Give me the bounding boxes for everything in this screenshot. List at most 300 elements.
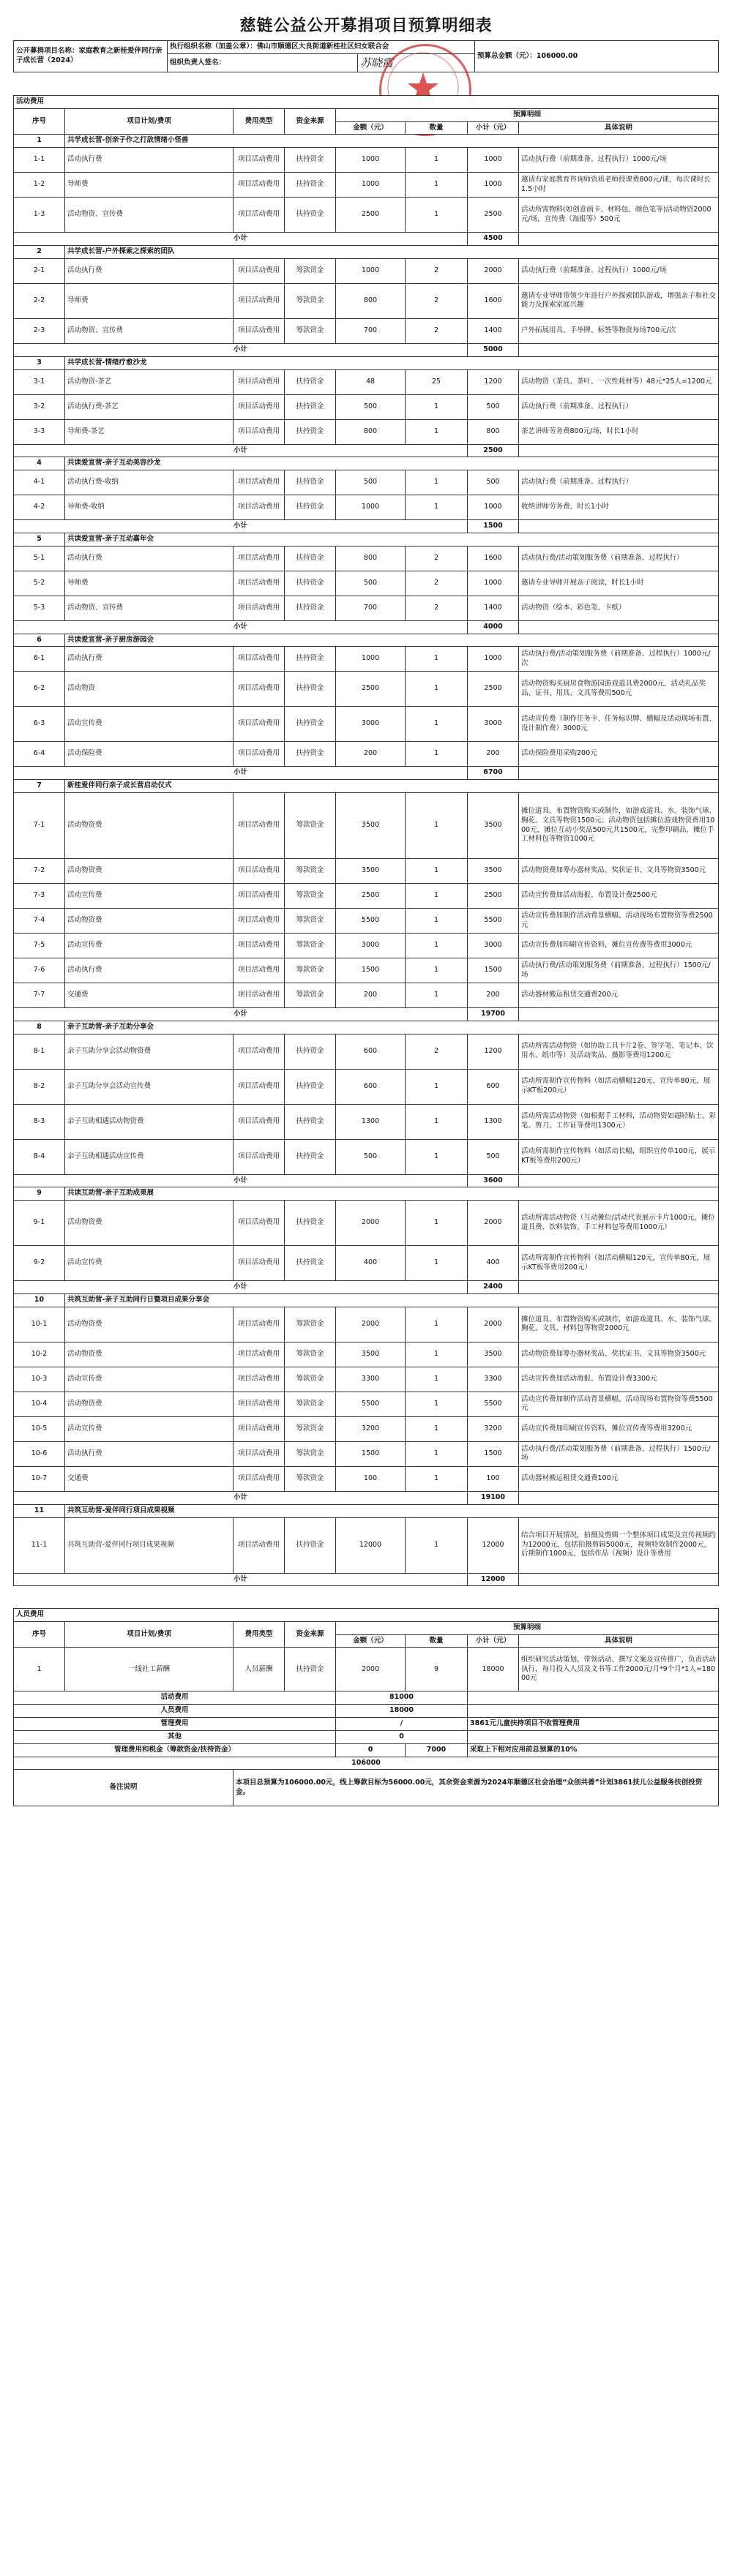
subtotal-blank	[519, 1008, 719, 1021]
p-col-plan: 项目计划/费项	[65, 1621, 234, 1648]
cell-amt: 800	[336, 419, 406, 444]
cell-type: 人员薪酬	[234, 1648, 285, 1691]
cell-desc: 活动宣传费加活动海报、布置设计费2500元	[519, 884, 719, 909]
table-row	[14, 1367, 719, 1392]
cell-no: 4-2	[14, 495, 65, 520]
cell-amt: 5500	[336, 909, 406, 934]
table-row	[14, 419, 719, 444]
table-row	[14, 647, 719, 672]
cell-no: 7-5	[14, 934, 65, 958]
cell-desc: 活动宣传费（制作任务卡、任务标识牌、横幅及活动现场布置、设计制作费）3000元	[519, 707, 719, 742]
cell-qty: 1	[406, 934, 468, 958]
cell-type: 项目活动费用	[234, 198, 285, 233]
table-row	[14, 495, 719, 520]
cell-src: 扶持资金	[285, 470, 336, 495]
section-title: 共筑互助营-爱伴同行项目成果视频	[65, 1504, 719, 1517]
cell-qty: 2	[406, 596, 468, 620]
cell-plan: 活动执行费-收纳	[65, 470, 234, 495]
cell-no: 10-5	[14, 1416, 65, 1441]
cell-qty: 1	[406, 909, 468, 934]
cell-plan: 活动物资费	[65, 1201, 234, 1246]
cell-desc: 活动宣传费加制作活动背景横幅、活动现场布置物资等费5500元	[519, 1392, 719, 1416]
cell-plan: 活动宣传费	[65, 1367, 234, 1392]
summary-value: 7000	[406, 1743, 468, 1757]
cell-plan: 活动宣传费	[65, 1246, 234, 1281]
cell-desc: 活动执行费/活动策划服务费（前期准备、过程执行）1500元/场	[519, 1441, 719, 1466]
cell-src: 筹款资金	[285, 983, 336, 1008]
cell-plan: 导师费-收纳	[65, 495, 234, 520]
cell-qty: 1	[406, 859, 468, 884]
section-title: 新桂爱伴同行亲子成长营启动仪式	[65, 780, 719, 793]
subtotal-label: 小计	[14, 343, 468, 356]
cell-no: 9-1	[14, 1201, 65, 1246]
cell-no: 1-3	[14, 198, 65, 233]
cell-src: 扶持资金	[285, 596, 336, 620]
cell-sub: 1500	[468, 958, 519, 983]
cell-sub: 12000	[468, 1517, 519, 1573]
cell-desc: 摊位道具、布置物资购买或制作，如游戏道具、水、装饰气球、胸花、文具、材料包等物资2000元	[519, 1307, 719, 1342]
cell-sub: 2500	[468, 672, 519, 707]
table-row	[14, 707, 719, 742]
subtotal-value: 2400	[468, 1281, 519, 1294]
subtotal-row	[14, 520, 719, 533]
cell-desc: 活动所需物料(如创意画卡、材料包、颜色笔等)活动物资2000元/场，宣传费（海报等）500元	[519, 198, 719, 233]
cell-qty: 1	[406, 1416, 468, 1441]
cell-src: 筹款资金	[285, 1307, 336, 1342]
col-plan: 项目计划/费项	[65, 108, 234, 135]
cell-amt: 500	[336, 394, 406, 419]
table-row	[14, 571, 719, 596]
cell-plan: 活动执行费	[65, 546, 234, 571]
cell-amt: 500	[336, 470, 406, 495]
cell-type: 项目活动费用	[234, 909, 285, 934]
subtotal-label: 小计	[14, 620, 468, 634]
cell-src: 扶持资金	[285, 742, 336, 767]
cell-no: 11-1	[14, 1517, 65, 1573]
cell-amt: 3500	[336, 793, 406, 859]
summary-label: 管理费用	[14, 1718, 336, 1731]
cell-amt: 1500	[336, 958, 406, 983]
cell-no: 8-2	[14, 1069, 65, 1104]
cell-amt: 2500	[336, 198, 406, 233]
cell-type: 项目活动费用	[234, 793, 285, 859]
subtotal-blank	[519, 1281, 719, 1294]
cell-plan: 导师费-茶艺	[65, 419, 234, 444]
subtotal-value: 4000	[468, 620, 519, 634]
cell-plan: 活动保险费	[65, 742, 234, 767]
summary-label: 其他	[14, 1730, 336, 1743]
cell-qty: 2	[406, 571, 468, 596]
p-col-amount: 金额（元）	[336, 1634, 406, 1648]
cell-src: 筹款资金	[285, 1342, 336, 1367]
cell-sub: 1000	[468, 495, 519, 520]
cell-amt: 1000	[336, 173, 406, 198]
section-title: 亲子互助营-亲子互助分享会	[65, 1021, 719, 1034]
cell-plan: 活动执行费	[65, 1441, 234, 1466]
cell-sub: 2500	[468, 884, 519, 909]
cell-desc: 活动宣传费加制作活动背景横幅、活动现场布置物资等费2500元	[519, 909, 719, 934]
cell-type: 项目活动费用	[234, 1392, 285, 1416]
cell-type: 项目活动费用	[234, 1201, 285, 1246]
cell-amt: 5500	[336, 1392, 406, 1416]
table-row	[14, 742, 719, 767]
cell-no: 9-2	[14, 1246, 65, 1281]
col-subtotal: 小计（元）	[468, 121, 519, 135]
subtotal-value: 19700	[468, 1008, 519, 1021]
cell-sub: 3500	[468, 793, 519, 859]
cell-no: 10-3	[14, 1367, 65, 1392]
col-qty: 数量	[406, 121, 468, 135]
table-row	[14, 1104, 719, 1139]
section-row	[14, 533, 719, 546]
section-row	[14, 780, 719, 793]
cell-no: 4-1	[14, 470, 65, 495]
cell-plan: 交通费	[65, 1466, 234, 1491]
table-row	[14, 596, 719, 620]
cell-plan: 活动物资费	[65, 1392, 234, 1416]
cell-src: 扶持资金	[285, 546, 336, 571]
table-row	[14, 148, 719, 173]
cell-sub: 600	[468, 1069, 519, 1104]
cell-no: 7-7	[14, 983, 65, 1008]
subtotal-label: 小计	[14, 233, 468, 246]
table-row	[14, 1648, 719, 1691]
cell-type: 项目活动费用	[234, 647, 285, 672]
subtotal-blank	[519, 444, 719, 457]
cell-sub: 1200	[468, 1034, 519, 1069]
subtotal-value: 6700	[468, 767, 519, 780]
section-no: 5	[14, 533, 65, 546]
cell-type: 项目活动费用	[234, 859, 285, 884]
cell-no: 6-4	[14, 742, 65, 767]
cell-src: 扶持资金	[285, 1104, 336, 1139]
subtotal-row	[14, 1573, 719, 1586]
cell-qty: 1	[406, 148, 468, 173]
table-row	[14, 1416, 719, 1441]
cell-plan: 导师费	[65, 173, 234, 198]
cell-type: 项目活动费用	[234, 148, 285, 173]
cell-amt: 1300	[336, 1104, 406, 1139]
table-row	[14, 934, 719, 958]
cell-sub: 18000	[468, 1648, 519, 1691]
cell-sub: 3000	[468, 707, 519, 742]
table-row	[14, 1139, 719, 1174]
subtotal-value: 2500	[468, 444, 519, 457]
section-title: 共学成长营-情绪疗愈沙龙	[65, 356, 719, 369]
table-row	[14, 1517, 719, 1573]
cell-no: 10-2	[14, 1342, 65, 1367]
personnel-label: 人员费用	[14, 1609, 719, 1622]
cell-no: 3-1	[14, 369, 65, 394]
cell-qty: 1	[406, 707, 468, 742]
cell-no: 7-1	[14, 793, 65, 859]
section-row	[14, 1504, 719, 1517]
cell-desc: 活动物资购买厨房食物游园游戏道具费2000元，活动礼品奖品、证书、用具、文具等费用500元	[519, 672, 719, 707]
cell-plan: 活动物资费	[65, 859, 234, 884]
cell-sub: 2000	[468, 1201, 519, 1246]
cell-no: 2-3	[14, 318, 65, 343]
cell-no: 8-4	[14, 1139, 65, 1174]
summary-note	[468, 1691, 719, 1705]
cell-type: 项目活动费用	[234, 1416, 285, 1441]
section-row	[14, 457, 719, 470]
cell-plan: 活动宣传费	[65, 934, 234, 958]
activity-fee-block	[13, 95, 719, 1586]
cell-type: 项目活动费用	[234, 1466, 285, 1491]
cell-sub: 5500	[468, 1392, 519, 1416]
cell-src: 扶持资金	[285, 1069, 336, 1104]
cell-type: 项目活动费用	[234, 283, 285, 318]
p-col-budget-detail: 预算明细	[336, 1621, 719, 1634]
cell-type: 项目活动费用	[234, 1034, 285, 1069]
cell-amt: 3000	[336, 934, 406, 958]
cell-type: 项目活动费用	[234, 934, 285, 958]
cell-desc: 茶艺讲师劳务费800元/场，时长1小时	[519, 419, 719, 444]
cell-sub: 400	[468, 1246, 519, 1281]
table-row	[14, 1392, 719, 1416]
col-budget-detail: 预算明细	[336, 108, 719, 121]
cell-src: 筹款资金	[285, 934, 336, 958]
page-title: 慈链公益公开募捐项目预算明细表	[239, 17, 493, 35]
cell-plan: 活动物资、宣传费	[65, 198, 234, 233]
cell-amt: 700	[336, 318, 406, 343]
cell-plan: 活动物资、宣传费	[65, 596, 234, 620]
cell-amt: 2000	[336, 1307, 406, 1342]
cell-no: 5-1	[14, 546, 65, 571]
cell-desc: 活动所需制作宣传物料（如活动长幅，组织宣传单100元，展示KT板等费用200元）	[519, 1139, 719, 1174]
subtotal-row	[14, 1008, 719, 1021]
section-title: 共读爱宣营-亲子互动嘉年会	[65, 533, 719, 546]
subtotal-blank	[519, 520, 719, 533]
cell-no: 6-1	[14, 647, 65, 672]
summary-label: 管理费用和税金（筹款资金/扶持资金）	[14, 1743, 336, 1757]
section-title: 共学成长营-户外探索之探索的团队	[65, 246, 719, 259]
cell-no: 6-3	[14, 707, 65, 742]
cell-qty: 1	[406, 983, 468, 1008]
cell-desc: 活动执行费/活动策划服务费（前期准备、过程执行）1000元/次	[519, 647, 719, 672]
cell-type: 项目活动费用	[234, 1441, 285, 1466]
cell-qty: 1	[406, 884, 468, 909]
cell-sub: 3500	[468, 859, 519, 884]
section-row	[14, 135, 719, 148]
cell-qty: 1	[406, 647, 468, 672]
cell-plan: 活动物资、宣传费	[65, 318, 234, 343]
table-row	[14, 958, 719, 983]
summary-value: 18000	[336, 1705, 468, 1718]
p-col-desc: 具体说明	[519, 1634, 719, 1648]
cell-qty: 1	[406, 394, 468, 419]
cell-no: 10-6	[14, 1441, 65, 1466]
p-col-qty: 数量	[406, 1634, 468, 1648]
cell-no: 7-3	[14, 884, 65, 909]
cell-qty: 1	[406, 1466, 468, 1491]
cell-no: 2-2	[14, 283, 65, 318]
cell-desc: 活动宣传费加印刷宣传资料，摊位宣传费等费用3200元	[519, 1416, 719, 1441]
cell-sub: 5500	[468, 909, 519, 934]
table-row	[14, 546, 719, 571]
summary-label: 人员费用	[14, 1705, 336, 1718]
cell-no: 3-2	[14, 394, 65, 419]
summary-value: /	[336, 1718, 468, 1731]
cell-sub: 500	[468, 1139, 519, 1174]
cell-amt: 3200	[336, 1416, 406, 1441]
subtotal-label: 小计	[14, 1573, 468, 1586]
cell-desc: 活动所需活动物资（如根据手工材料，活动物资如超轻粘土、彩笔、剪刀、工作证等费用1300元）	[519, 1104, 719, 1139]
cell-qty: 1	[406, 1069, 468, 1104]
cell-desc: 摊位道具、布置物资购买或制作，如游戏道具、水、装饰气球、胸花、文具等物资1500元；活动物资包括摊位游戏物资费用1000元，摊位互动小奖品500元共1500元，完整印刷品、摊位手工材料包等物资1000元	[519, 793, 719, 859]
cell-plan: 活动物资-茶艺	[65, 369, 234, 394]
cell-type: 项目活动费用	[234, 318, 285, 343]
cell-amt: 1000	[336, 148, 406, 173]
cell-amt: 800	[336, 546, 406, 571]
org-name: 执行组织名称（加盖公章）：佛山市顺德区大良街道新桂社区妇女联合会	[168, 41, 475, 54]
cell-type: 项目活动费用	[234, 394, 285, 419]
cell-amt: 800	[336, 283, 406, 318]
cell-sub: 1400	[468, 318, 519, 343]
subtotal-row	[14, 1491, 719, 1504]
table-row	[14, 1466, 719, 1491]
cell-desc: 活动执行费/活动策划服务费（前期准备、过程执行）	[519, 546, 719, 571]
cell-src: 扶持资金	[285, 1648, 336, 1691]
cell-no: 1	[14, 1648, 65, 1691]
section-row	[14, 634, 719, 647]
table-row	[14, 884, 719, 909]
cell-qty: 1	[406, 1307, 468, 1342]
cell-type: 项目活动费用	[234, 1342, 285, 1367]
section-no: 8	[14, 1021, 65, 1034]
cell-no: 3-3	[14, 419, 65, 444]
cell-src: 扶持资金	[285, 198, 336, 233]
cell-no: 5-3	[14, 596, 65, 620]
cell-qty: 1	[406, 470, 468, 495]
cell-sub: 1600	[468, 546, 519, 571]
cell-desc: 活动物资（茶具、茶叶、一次性耗材等）48元*25人=1200元	[519, 369, 719, 394]
cell-src: 筹款资金	[285, 1392, 336, 1416]
cell-type: 项目活动费用	[234, 1069, 285, 1104]
cell-type: 项目活动费用	[234, 672, 285, 707]
cell-qty: 9	[406, 1648, 468, 1691]
summary-note: 3861元儿童扶持项目不收管理费用	[468, 1718, 719, 1731]
cell-amt: 2500	[336, 672, 406, 707]
cell-no: 1-2	[14, 173, 65, 198]
cell-type: 项目活动费用	[234, 983, 285, 1008]
cell-sub: 3000	[468, 934, 519, 958]
subtotal-value: 4500	[468, 233, 519, 246]
table-row	[14, 1201, 719, 1246]
cell-amt: 1000	[336, 495, 406, 520]
cell-qty: 1	[406, 1367, 468, 1392]
table-row	[14, 793, 719, 859]
table-row	[14, 173, 719, 198]
grand-total: 106000	[14, 1757, 719, 1770]
cell-qty: 1	[406, 1104, 468, 1139]
cell-sub: 200	[468, 983, 519, 1008]
cell-qty: 1	[406, 1342, 468, 1367]
cell-amt: 200	[336, 742, 406, 767]
subtotal-value: 3600	[468, 1174, 519, 1187]
summary-label: 活动费用	[14, 1691, 336, 1705]
cell-src: 扶持资金	[285, 1246, 336, 1281]
cell-amt: 600	[336, 1034, 406, 1069]
cell-src: 筹款资金	[285, 909, 336, 934]
summary-extra: 采取上下相对应用前总预算的10%	[468, 1743, 719, 1757]
cell-type: 项目活动费用	[234, 1139, 285, 1174]
table-row	[14, 983, 719, 1008]
section-row	[14, 246, 719, 259]
cell-qty: 1	[406, 198, 468, 233]
col-desc: 具体说明	[519, 121, 719, 135]
cell-sub: 1000	[468, 148, 519, 173]
cell-plan: 活动物资费	[65, 909, 234, 934]
cell-type: 项目活动费用	[234, 1517, 285, 1573]
cell-plan: 活动执行费	[65, 958, 234, 983]
section-no: 4	[14, 457, 65, 470]
cell-src: 扶持资金	[285, 707, 336, 742]
cell-qty: 1	[406, 1139, 468, 1174]
cell-no: 1-1	[14, 148, 65, 173]
table-row	[14, 859, 719, 884]
cell-type: 项目活动费用	[234, 707, 285, 742]
cell-type: 项目活动费用	[234, 470, 285, 495]
cell-desc: 活动器材搬运租赁交通费200元	[519, 983, 719, 1008]
section-title: 共学成长营-创亲子作之打敌情绪小怪兽	[65, 135, 719, 148]
subtotal-label: 小计	[14, 1491, 468, 1504]
cell-amt: 1000	[336, 258, 406, 283]
cell-src: 筹款资金	[285, 859, 336, 884]
section-no: 7	[14, 780, 65, 793]
section-no: 10	[14, 1294, 65, 1307]
summary-note	[468, 1705, 719, 1718]
table-row	[14, 283, 719, 318]
subtotal-blank	[519, 343, 719, 356]
section-row	[14, 356, 719, 369]
cell-sub: 200	[468, 742, 519, 767]
p-col-subtotal: 小计（元）	[468, 1634, 519, 1648]
cell-plan: 活动宣传费	[65, 707, 234, 742]
cell-no: 10-7	[14, 1466, 65, 1491]
cell-amt: 2000	[336, 1648, 406, 1691]
subtotal-label: 小计	[14, 520, 468, 533]
table-row	[14, 258, 719, 283]
subtotal-label: 小计	[14, 1174, 468, 1187]
cell-desc: 活动所需活动物资（如协助工具卡片2卷、签字笔、笔记本、饮用水、纸巾等）及活动奖品、摄影等费用1200元	[519, 1034, 719, 1069]
summary-row	[14, 1743, 719, 1757]
p-col-seq: 序号	[14, 1621, 65, 1648]
cell-sub: 1200	[468, 369, 519, 394]
cell-no: 2-1	[14, 258, 65, 283]
cell-plan: 活动执行费	[65, 148, 234, 173]
subtotal-blank	[519, 1491, 719, 1504]
cell-qty: 1	[406, 495, 468, 520]
cell-amt: 700	[336, 596, 406, 620]
section-row	[14, 1187, 719, 1201]
remark-row	[14, 1770, 719, 1806]
cell-desc: 活动物资费加筹办器材奖品、奖状证书、文具等物资3500元	[519, 859, 719, 884]
cell-type: 项目活动费用	[234, 1307, 285, 1342]
cell-src: 筹款资金	[285, 318, 336, 343]
subtotal-row	[14, 767, 719, 780]
cell-qty: 1	[406, 742, 468, 767]
cell-type: 项目活动费用	[234, 369, 285, 394]
cell-sub: 1500	[468, 1441, 519, 1466]
cell-type: 项目活动费用	[234, 884, 285, 909]
section-title: 共读互助营-亲子互助成果展	[65, 1187, 719, 1201]
cell-sub: 2500	[468, 198, 519, 233]
cell-type: 项目活动费用	[234, 495, 285, 520]
cell-amt: 500	[336, 1139, 406, 1174]
subtotal-blank	[519, 620, 719, 634]
cell-desc: 邀请有家庭教育咨询师资质老师授课费800元/课，每次课时长1.5小时	[519, 173, 719, 198]
